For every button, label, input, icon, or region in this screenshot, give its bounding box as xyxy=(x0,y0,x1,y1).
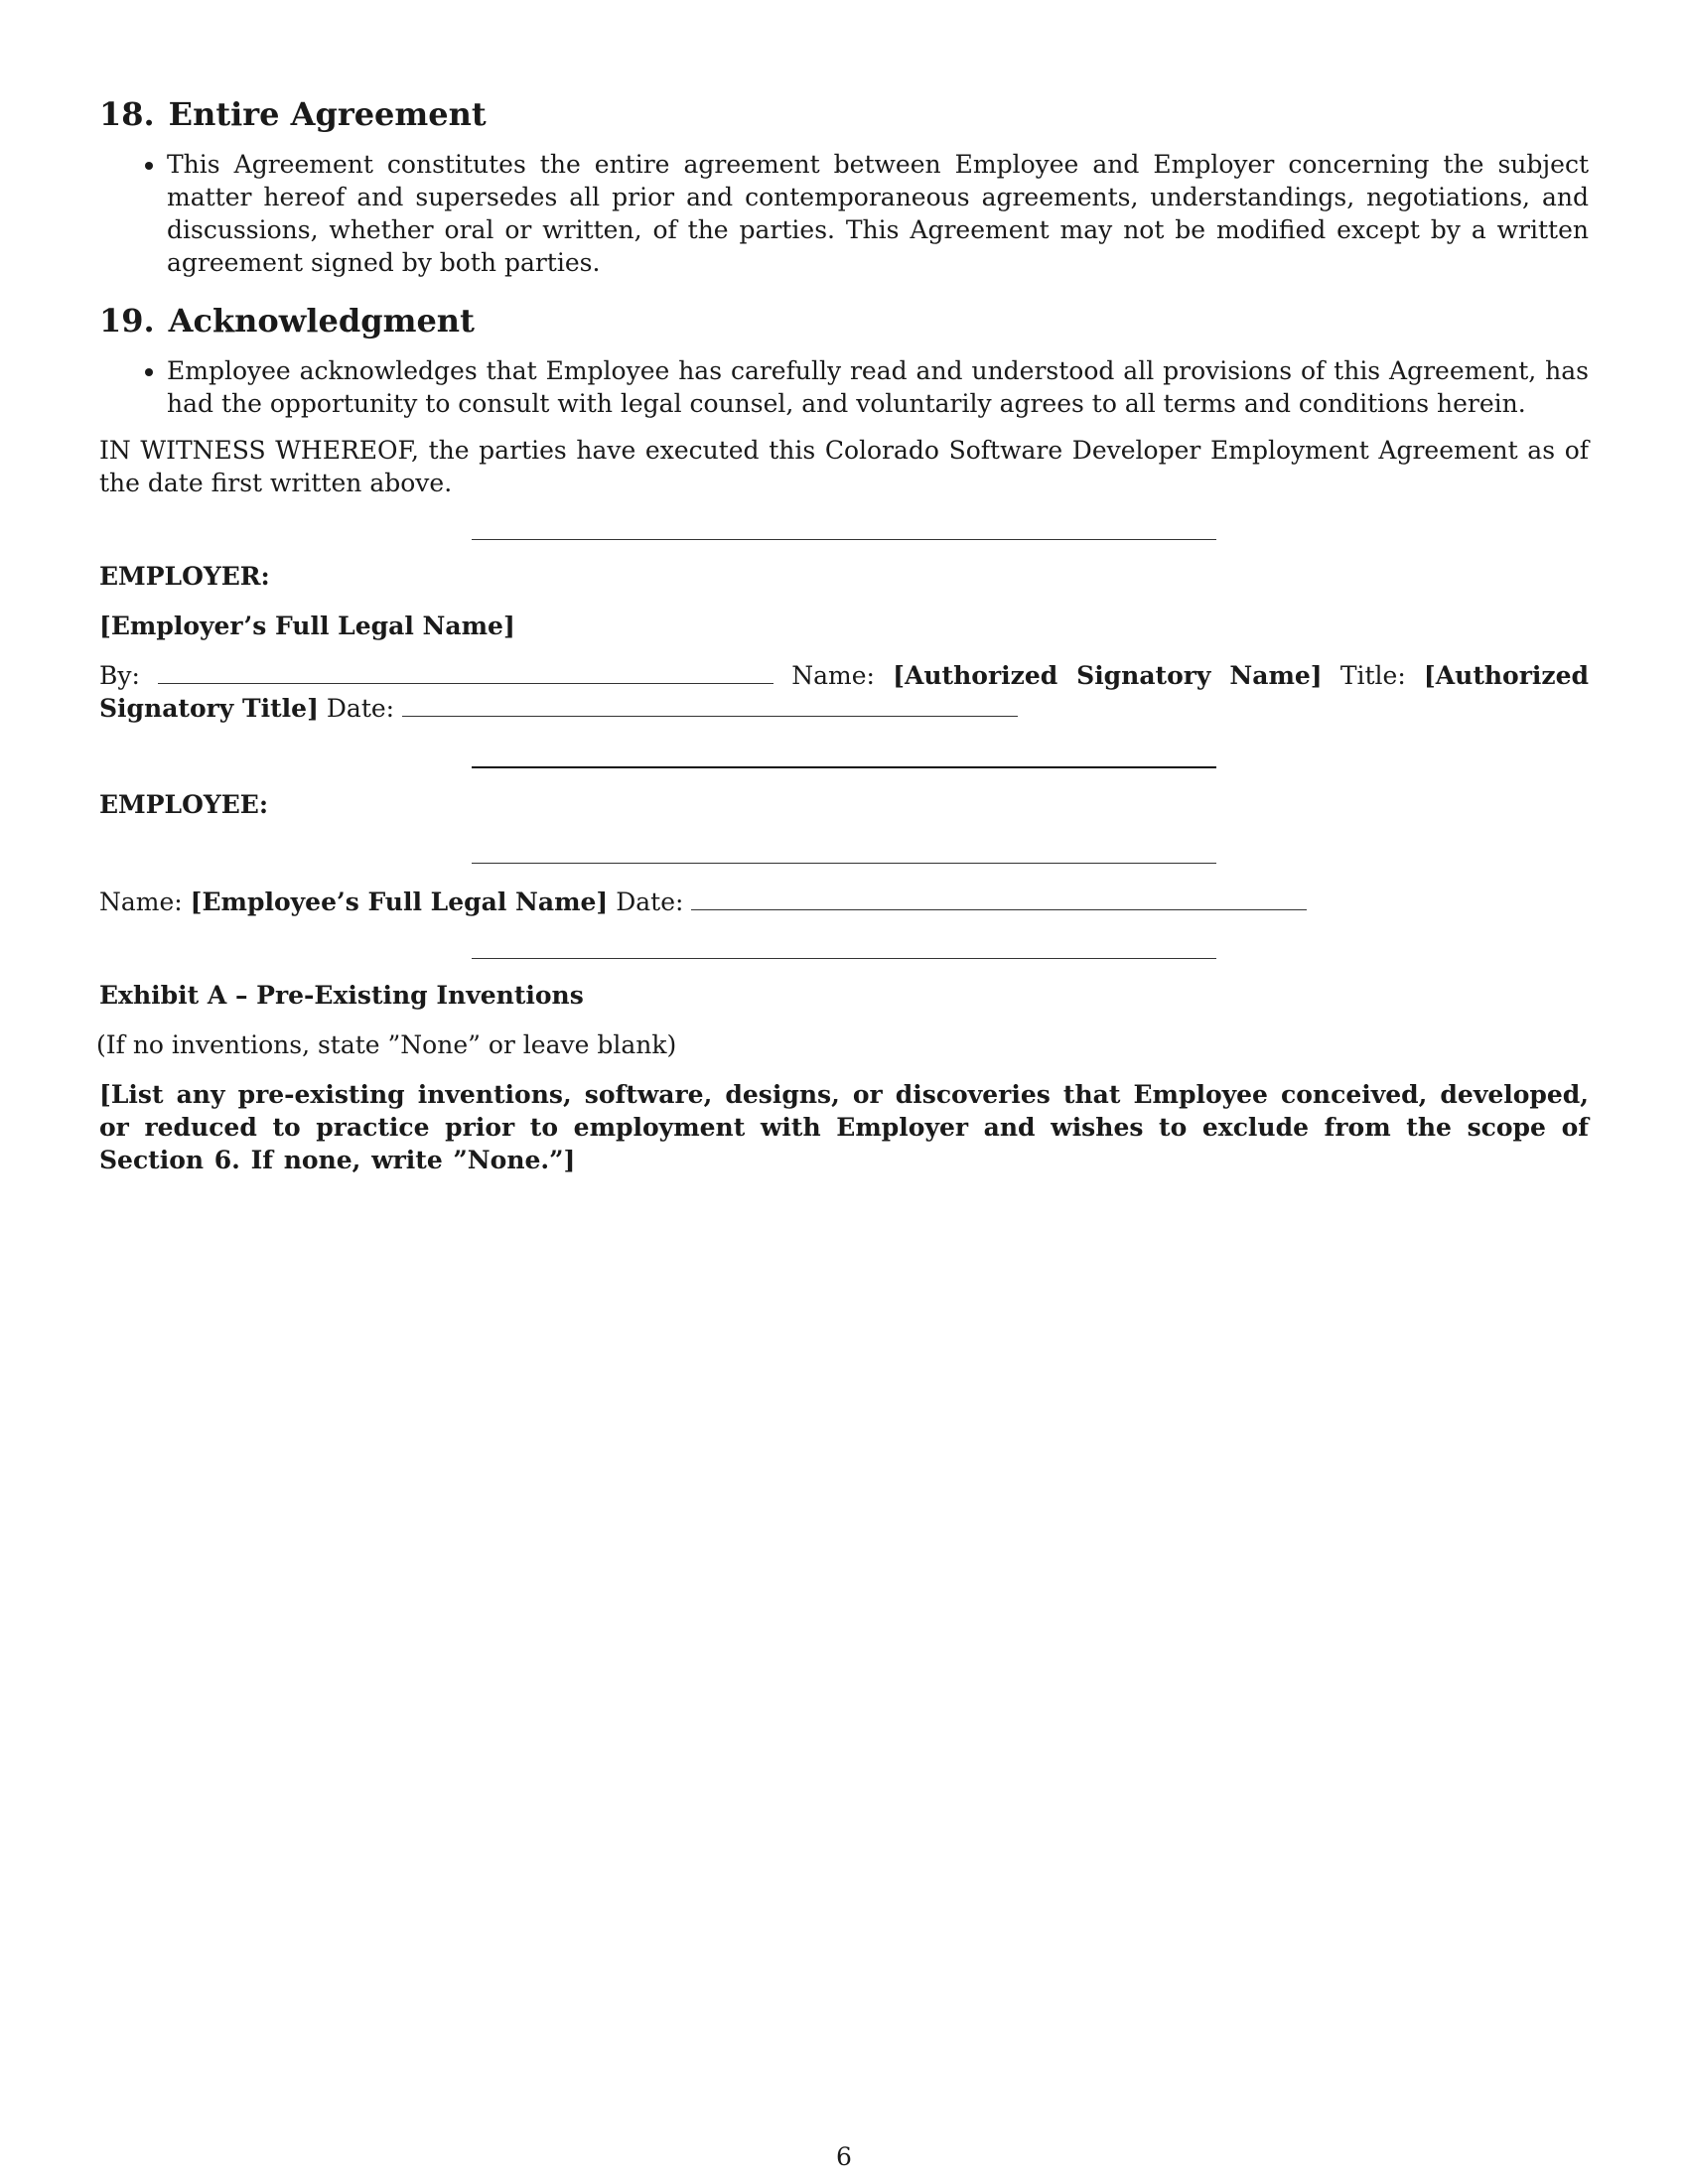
divider xyxy=(472,766,1216,768)
divider xyxy=(472,958,1216,959)
section-heading: 19. Acknowledgment xyxy=(99,302,475,340)
section-title: Acknowledgment xyxy=(168,302,475,340)
divider xyxy=(472,863,1216,864)
employer-signature-block xyxy=(99,659,1589,725)
title-label: Title: xyxy=(1339,661,1406,690)
employer-date-line[interactable] xyxy=(402,694,1018,717)
employee-date-line[interactable] xyxy=(691,887,1307,910)
exhibit-note: (If no inventions, state ”None” or leave blank) xyxy=(96,1030,677,1059)
employer-legal-name: [Employer’s Full Legal Name] xyxy=(99,612,515,640)
signatory-title: [Authorized Signatory Title] xyxy=(99,661,1589,723)
exhibit-instruction: [List any pre-existing inventions, software, designs, or discoveries that Employee conceived, developed, or reduced to practice prior to employment with Employer and wishes to exclude from the scope of Section 6. If none, write ”None.”] xyxy=(99,1080,1589,1174)
section-bullet: • This Agreement constitutes the entire agreement between Employee and Employer concerning the subject matter hereof and supersedes all prior and contemporaneous agreements, understandings, negotiations, and discussions, whether oral or written, of the parties. This Agreement may not be modified except by a written agreement signed by both parties. xyxy=(167,148,1589,279)
section-title: Entire Agreement xyxy=(168,95,487,133)
section-bullet: • Employee acknowledges that Employee has carefully read and understood all provisions of this Agreement, has had the opportunity to consult with legal counsel, and voluntarily agrees to all terms and conditions herein. xyxy=(167,354,1589,420)
signatory-name: [Authorized Signatory Name] xyxy=(893,661,1323,690)
section-19 xyxy=(99,301,1589,420)
employer-signature-line[interactable] xyxy=(158,661,774,684)
section-18 xyxy=(99,94,1589,279)
section-heading: 18. Entire Agreement xyxy=(99,95,487,133)
employee-legal-name: [Employee’s Full Legal Name] xyxy=(190,887,609,916)
name-label: Name: xyxy=(99,887,183,916)
employer-heading: EMPLOYER: xyxy=(99,562,270,591)
witness-clause: IN WITNESS WHEREOF, the parties have executed this Colorado Software Developer Employment Agreement as of the date first written above. xyxy=(99,436,1589,497)
exhibit-title: Exhibit A – Pre-Existing Inventions xyxy=(99,981,584,1010)
employee-signature-block xyxy=(99,886,1589,918)
document-page xyxy=(96,94,1589,1176)
employee-heading: EMPLOYEE: xyxy=(99,790,269,819)
page-number: 6 xyxy=(836,2142,852,2171)
divider xyxy=(472,539,1216,540)
name-label: Name: xyxy=(791,661,875,690)
by-label: By: xyxy=(99,661,140,690)
date-label: Date: xyxy=(326,694,395,723)
date-label: Date: xyxy=(616,887,684,916)
